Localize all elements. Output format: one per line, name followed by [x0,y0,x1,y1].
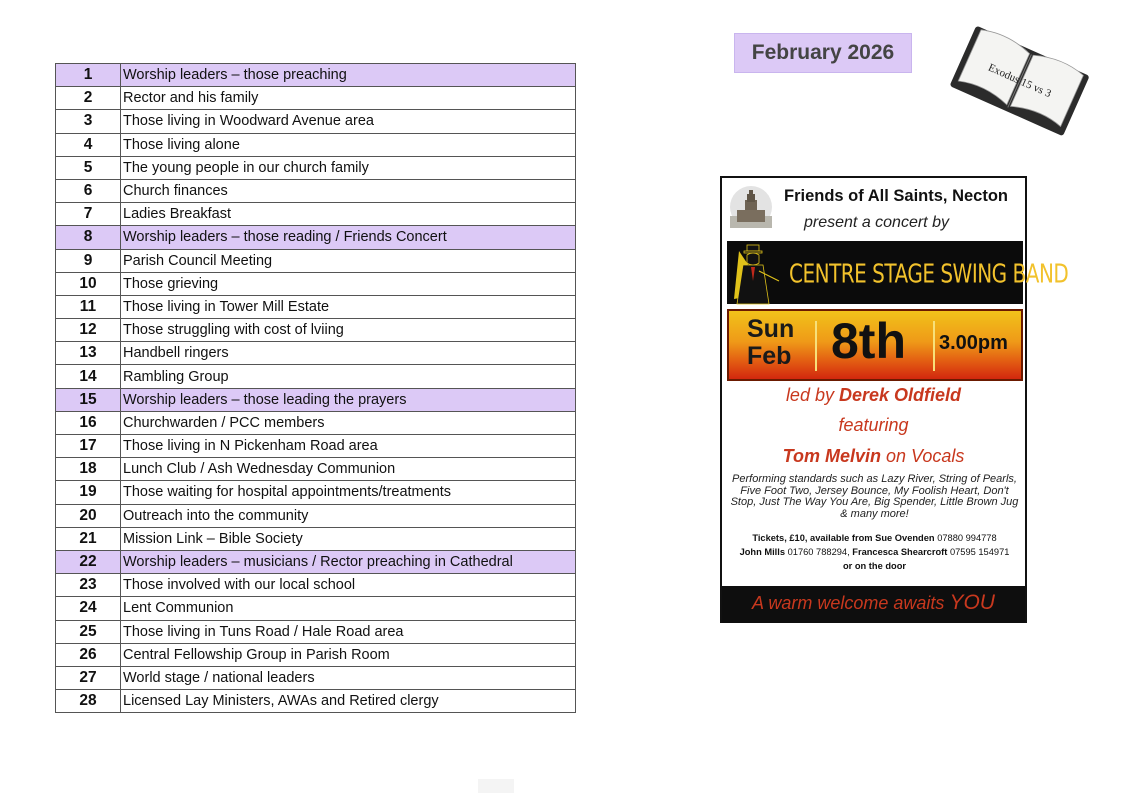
prayer-topic: Worship leaders – musicians / Rector preaching in Cathedral [121,550,576,573]
day-number: 9 [56,249,121,272]
band-banner [727,241,1069,304]
led-by-prefix: led by [785,385,834,405]
table-row [56,226,576,249]
church-logo [730,186,772,228]
concert-month: Feb [747,342,792,370]
tickets-prefix: Tickets, £10, available from [752,533,873,543]
day-number: 11 [56,295,121,318]
day-number: 22 [56,550,121,573]
tickets-info [724,531,1025,573]
day-number: 8 [56,226,121,249]
prayer-topic: Lunch Club / Ash Wednesday Communion [121,458,576,481]
table-row [56,481,576,504]
table-row [56,156,576,179]
table-row [56,643,576,666]
day-number: 14 [56,365,121,388]
repertoire-text: Performing standards such as Lazy River, String of Pearls, Five Foot Two, Jersey Bounce, My Foolish Heart, Don't Stop, Just The Way You Are, Big Spender, Little Brown Jug & many more! [730,473,1019,520]
prayer-topic: Rambling Group [121,365,576,388]
table-row [56,458,576,481]
prayer-topic: Churchwarden / PCC members [121,411,576,434]
prayer-topic: Ladies Breakfast [121,203,576,226]
day-number: 12 [56,319,121,342]
day-number: 1 [56,64,121,87]
prayer-topic: Those struggling with cost of lviing [121,319,576,342]
leader-name: Derek Oldfield [839,385,962,405]
day-number: 6 [56,179,121,202]
month-title: February 2026 [734,33,912,73]
prayer-calendar-table [55,63,576,713]
table-row [56,597,576,620]
prayer-topic: Lent Communion [121,597,576,620]
table-row [56,620,576,643]
table-row [56,690,576,713]
day-number: 27 [56,666,121,689]
band-name: CENTRE STAGE SWING BAND [789,258,1069,290]
table-row [56,179,576,202]
vocalist-name: Tom Melvin [782,446,881,466]
contact2-phone: 01760 788294, [787,547,850,557]
prayer-topic: Handbell ringers [121,342,576,365]
concert-date-box [727,309,1023,381]
table-row [56,574,576,597]
table-row [56,249,576,272]
date-divider [933,321,935,371]
prayer-topic: Those living in Woodward Avenue area [121,110,576,133]
prayer-topic: Mission Link – Bible Society [121,527,576,550]
open-bible-icon [950,18,1090,143]
table-row [56,666,576,689]
concert-poster [720,176,1069,623]
table-row [56,272,576,295]
table-row [56,435,576,458]
day-number: 23 [56,574,121,597]
vocals-suffix: on Vocals [885,446,965,466]
table-row [56,388,576,411]
day-number: 16 [56,411,121,434]
welcome-you: YOU [949,591,995,614]
day-number: 13 [56,342,121,365]
presenter-name: Friends of All Saints, Necton [784,187,1008,205]
contact1-name: Sue Ovenden [875,533,935,543]
day-number: 25 [56,620,121,643]
contact3-name: Francesca Shearcroft [852,547,948,557]
concert-day-of-week: Sun [747,315,795,343]
table-row [56,550,576,573]
prayer-calendar-body [56,64,576,713]
table-row [56,411,576,434]
table-row [56,527,576,550]
table-row [56,133,576,156]
featuring-label: featuring [838,415,909,435]
day-number: 24 [56,597,121,620]
day-number: 28 [56,690,121,713]
contact1-phone: 07880 994778 [937,533,997,543]
prayer-topic: World stage / national leaders [121,666,576,689]
day-number: 7 [56,203,121,226]
day-number: 18 [56,458,121,481]
day-number: 21 [56,527,121,550]
vocalist-line [722,446,1025,467]
day-number: 26 [56,643,121,666]
prayer-topic: Those living in N Pickenham Road area [121,435,576,458]
table-row [56,87,576,110]
day-number: 17 [56,435,121,458]
prayer-topic: Rector and his family [121,87,576,110]
contact2-name: John Mills [739,547,786,557]
prayer-topic: Those living in Tower Mill Estate [121,295,576,318]
prayer-topic: Church finances [121,179,576,202]
prayer-topic: Those living alone [121,133,576,156]
present-line: present a concert by [804,214,949,231]
concert-time: 3.00pm [939,332,1008,354]
contact3-phone: 07595 154971 [949,547,1010,557]
prayer-topic: Those living in Tuns Road / Hale Road area [121,620,576,643]
page-mark [478,779,514,793]
date-divider [815,321,817,371]
prayer-topic: Outreach into the community [121,504,576,527]
prayer-topic: Licensed Lay Ministers, AWAs and Retired clergy [121,690,576,713]
table-row [56,504,576,527]
prayer-topic: Parish Council Meeting [121,249,576,272]
day-number: 10 [56,272,121,295]
bible-verse-text: Exodus 15 vs 3 [986,61,1053,101]
welcome-text: A warm welcome awaits [752,593,945,613]
prayer-topic: Those waiting for hospital appointments/treatments [121,481,576,504]
prayer-topic: Those grieving [121,272,576,295]
prayer-topic: The young people in our church family [121,156,576,179]
prayer-topic: Worship leaders – those reading / Friends Concert [121,226,576,249]
day-number: 2 [56,87,121,110]
singer-silhouette-icon [729,241,789,304]
table-row [56,342,576,365]
table-row [56,110,576,133]
day-number: 20 [56,504,121,527]
day-number: 5 [56,156,121,179]
prayer-topic: Those involved with our local school [121,574,576,597]
table-row [56,203,576,226]
prayer-topic: Worship leaders – those leading the prayers [121,388,576,411]
day-number: 3 [56,110,121,133]
welcome-banner [722,586,1025,623]
prayer-topic: Worship leaders – those preaching [121,64,576,87]
table-row [56,365,576,388]
table-row [56,64,576,87]
table-row [56,295,576,318]
day-number: 15 [56,388,121,411]
led-by-line [722,385,1025,406]
day-number: 19 [56,481,121,504]
day-number: 4 [56,133,121,156]
tickets-door: or on the door [842,561,906,571]
concert-day: 8th [831,313,906,369]
prayer-topic: Central Fellowship Group in Parish Room [121,643,576,666]
table-row [56,319,576,342]
